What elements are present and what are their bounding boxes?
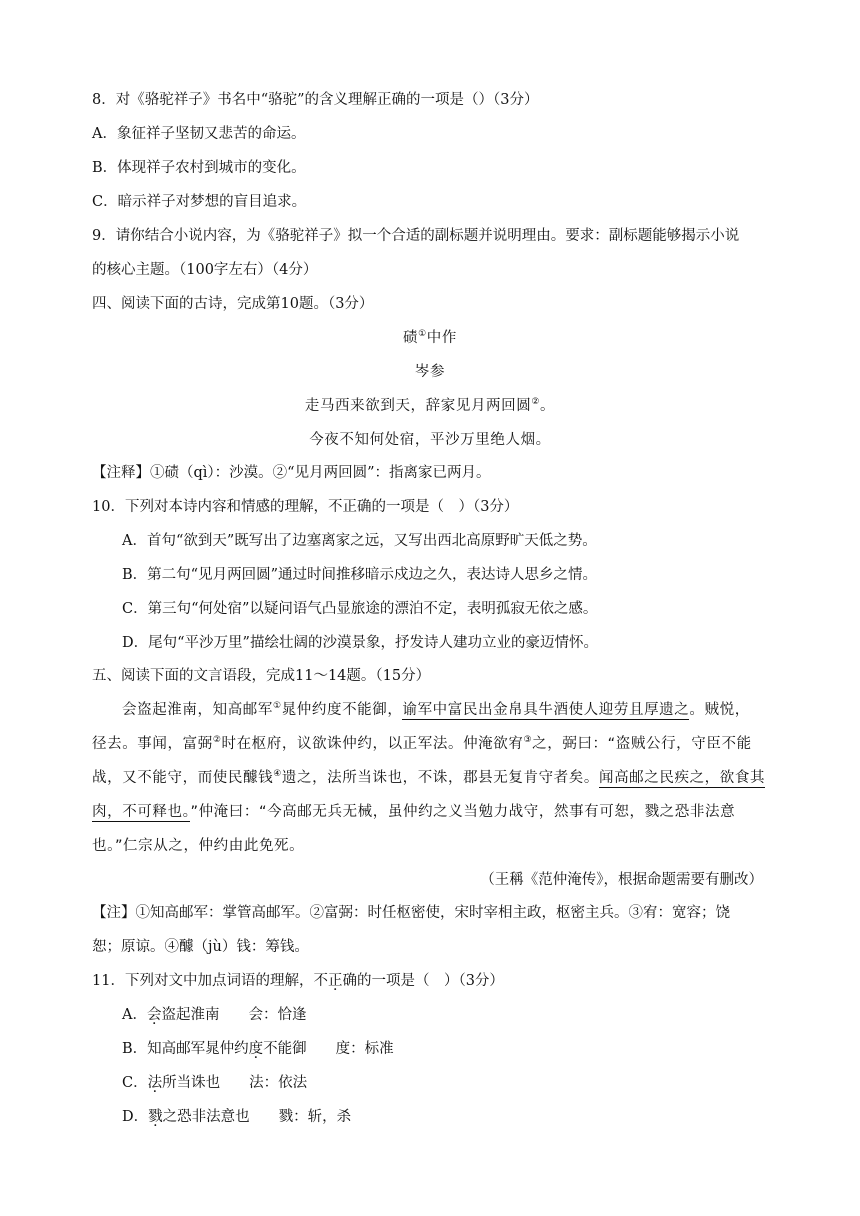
passage-text: 遗之，法所当诛也，不诛，郡县无复肯守者矣。 — [281, 770, 599, 786]
poem-annotation: 【注释】①碛（qì）：沙漠。②“见月两回圆”：指离家已两月。 — [92, 465, 491, 481]
q10-option-d: D．尾句“平沙万里”描绘壮阔的沙漠景象，抒发诗人建功立业的豪迈情怀。 — [122, 635, 598, 651]
poem-title-note-mark: ① — [418, 329, 427, 340]
q10-option-a: A．首句“欲到天”既写出了边塞离家之远，又写出西北高原野旷天低之势。 — [122, 533, 597, 549]
question-9-line2: 的核心主题。（100字左右）（4分） — [92, 262, 318, 278]
passage-note-line-2: 恕；原谅。④醵（jù）钱：筹钱。 — [92, 939, 309, 955]
q11-option-c: C．法所当诛也 法：依法 — [122, 1075, 308, 1091]
passage-source: （王稱《范仲淹传》，根据命题需要有删改） — [480, 872, 763, 888]
verse-1-end: 。 — [540, 398, 556, 414]
passage-text: 径去。事闻，富弼 — [92, 736, 213, 752]
poem-title-rest: 中作 — [426, 330, 457, 346]
underlined-sentence-2-end: 肉，不可释也。 — [92, 804, 191, 820]
passage-text: 战，又不能守，而使民醵钱 — [92, 770, 274, 786]
section-5-heading: 五、阅读下面的文言语段，完成11～14题。（15分） — [92, 668, 431, 684]
dotted-word: 会 — [146, 1007, 162, 1023]
passage-line-4 — [92, 802, 768, 822]
note-mark: ② — [212, 735, 222, 746]
q10-option-c: C．第三句“何处宿”以疑问语气凸显旅途的漂泊不定，表明孤寂无依之感。 — [122, 601, 598, 617]
question-11-stem — [92, 971, 768, 991]
underlined-sentence-1: 谕军中富民出金帛具牛酒使人迎劳且厚遗之 — [402, 702, 690, 718]
dotted-word: 法 — [147, 1075, 163, 1091]
question-8-stem: 8．对《骆驼祥子》书名中“骆驼”的含义理解正确的一项是（）（3分） — [92, 92, 539, 108]
poem-author: 岑参 — [414, 364, 446, 380]
passage-line-1 — [122, 700, 768, 720]
note-mark: ③ — [523, 735, 533, 746]
passage-text: 之，弼曰：“盗贼公行，守臣不能 — [532, 736, 752, 752]
q11-stem-text: 的一项是（ ）（3分） — [356, 973, 504, 989]
q8-option-a: A．象征祥子坚韧又悲苦的命运。 — [92, 126, 306, 142]
q11-stem-text: 11．下列对文中加点词语的理解， — [92, 973, 314, 989]
passage-text: ”仲淹曰：“今高邮无兵无械，虽仲约之义当勉力战守，然事有可恕，戮之恐非法意 — [190, 804, 736, 820]
q11-option-d: D．戮之恐非法意也 戮：斩，杀 — [122, 1109, 352, 1125]
dotted-word: 度 — [248, 1041, 264, 1057]
question-10-stem: 10．下列对本诗内容和情感的理解，不正确的一项是（ ）（3分） — [92, 499, 519, 515]
poem-verse-2: 今夜不知何处宿，平沙万里绝人烟。 — [309, 432, 551, 448]
passage-line-5: 也。”仁宗从之，仲约由此免死。 — [92, 838, 305, 854]
note-mark: ① — [273, 701, 282, 712]
passage-line-3 — [92, 768, 768, 788]
question-9-line1: 9．请你结合小说内容，为《骆驼祥子》拟一个合适的副标题并说明理由。要求：副标题能够揭示小说 — [92, 228, 740, 244]
q10-option-b: B．第二句“见月两回圆”通过时间推移暗示戍边之久，表达诗人思乡之情。 — [122, 567, 597, 583]
section-4-heading: 四、阅读下面的古诗，完成第10题。（3分） — [92, 296, 374, 312]
q11-option-b: B．知高邮军晁仲约度不能御 度：标准 — [122, 1041, 394, 1057]
q11-option-a: A．会盗起淮南 会：恰逢 — [122, 1007, 307, 1023]
passage-text: 晁仲约度不能御， — [281, 702, 403, 718]
poem-verse-1 — [0, 396, 860, 416]
dotted-emphasis: 不正确 — [313, 973, 357, 989]
underlined-sentence-2: 闻高邮之民疾之，欲食其 — [598, 770, 766, 786]
poem-title-char: 碛 — [403, 330, 419, 346]
note-mark: ④ — [273, 769, 282, 780]
passage-line-2 — [92, 734, 768, 754]
passage-text: 时在枢府，议欲诛仲约，以正军法。仲淹欲宥 — [221, 736, 524, 752]
passage-text: 会盗起淮南，知高邮军 — [122, 702, 273, 718]
verse-1-note-mark: ② — [531, 397, 541, 408]
q8-option-c: C．暗示祥子对梦想的盲目追求。 — [92, 194, 307, 210]
passage-note-line-1: 【注】①知高邮军：掌管高邮军。②富弼：时任枢密使，宋时宰相主政，枢密主兵。③宥：宽容；饶 — [92, 905, 730, 921]
q8-option-b: B．体现祥子农村到城市的变化。 — [92, 160, 306, 176]
dotted-word: 戮 — [148, 1109, 163, 1125]
verse-1-text: 走马西来欲到天，辞家见月两回圆 — [304, 398, 532, 414]
poem-title — [0, 328, 860, 348]
passage-text: 。贼悦， — [689, 702, 750, 718]
